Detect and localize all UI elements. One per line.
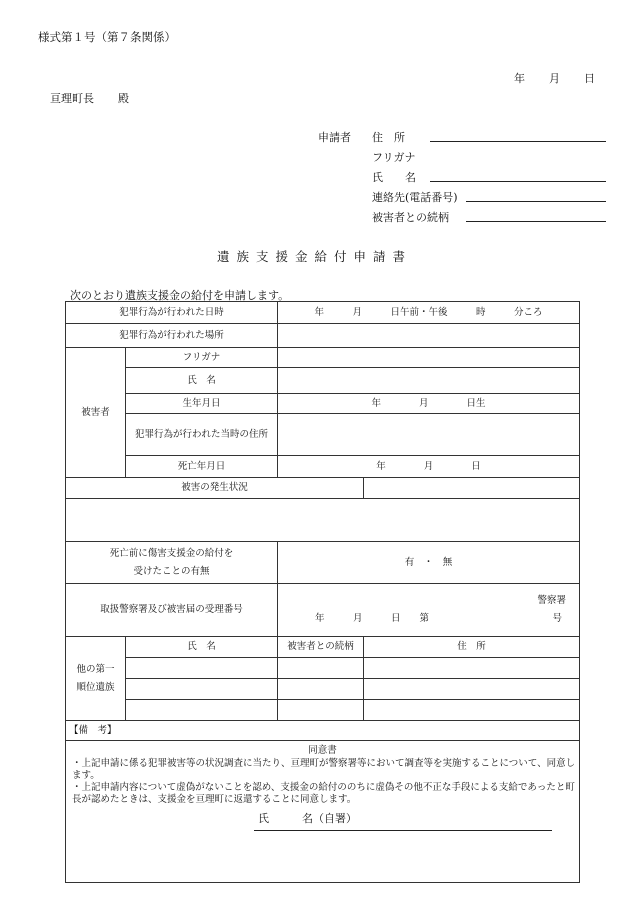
- applicant-address-label: 住 所: [372, 131, 405, 144]
- injury-support-value[interactable]: 有 ・ 無: [278, 542, 580, 584]
- intro-text: 次のとおり遺族支援金の給付を申請します。: [70, 289, 290, 302]
- addressee-honorific: 殿: [118, 92, 129, 105]
- family-label: [66, 637, 126, 721]
- date-year: 年: [514, 72, 525, 85]
- family-relation-header: 被害者との続柄: [278, 637, 364, 658]
- addressee-name: 亘理町長: [50, 92, 94, 105]
- family-row-1-address[interactable]: [364, 658, 580, 679]
- victim-furigana-label: フリガナ: [126, 348, 278, 368]
- police-value[interactable]: [278, 584, 580, 637]
- applicant-furigana-label: フリガナ: [372, 151, 416, 164]
- family-row-2-address[interactable]: [364, 679, 580, 700]
- applicant-relation-label: 被害者との続柄: [372, 211, 449, 224]
- family-address-header: 住 所: [364, 637, 580, 658]
- applicant-name-line[interactable]: [430, 181, 606, 182]
- crime-datetime-label: 犯罪行為が行われた日時: [66, 302, 278, 324]
- police-number: 号: [552, 613, 563, 624]
- applicant-contact-label: 連絡先(電話番号): [372, 191, 458, 204]
- victim-birth-label: 生年月日: [126, 394, 278, 414]
- applicant-contact-line[interactable]: [466, 201, 606, 202]
- injury-support-label-line1: 死亡前に傷害支援金の給付を: [109, 547, 234, 559]
- date-month: 月: [549, 72, 560, 85]
- victim-death-value[interactable]: 年 月 日: [278, 456, 580, 478]
- applicant-label: 申請者: [318, 131, 351, 144]
- damage-status-label: 被害の発生状況: [66, 478, 364, 499]
- crime-place-label: 犯罪行為が行われた場所: [66, 324, 278, 348]
- police-station: 警察署: [537, 595, 567, 607]
- family-row-3-relation[interactable]: [278, 700, 364, 721]
- family-row-2-name[interactable]: [126, 679, 278, 700]
- applicant-relation-line[interactable]: [466, 221, 606, 222]
- consent-item-1: ・上記申請に係る犯罪被害等の状況調査に当たり、亘理町が警察署等において調査等を実施することについて、同意します。: [72, 758, 576, 782]
- applicant-name-label: 氏 名: [372, 171, 416, 184]
- crime-place-value[interactable]: [278, 324, 580, 348]
- date-day: 日: [584, 72, 595, 85]
- family-label-line1: 他の第一: [76, 663, 115, 675]
- applicant-address-line[interactable]: [430, 141, 606, 142]
- consent-section: [66, 741, 580, 883]
- family-name-header: 氏 名: [126, 637, 278, 658]
- victim-name-label: 氏 名: [126, 368, 278, 394]
- family-label-line2: 順位遺族: [76, 681, 115, 693]
- victim-death-label: 死亡年月日: [126, 456, 278, 478]
- victim-birth-value[interactable]: 年 月 日生: [278, 394, 580, 414]
- consent-item-2: ・上記申請内容について虚偽がないことを認め、支援金の給付ののちに虚偽その他不正な手段による支給であったと町長が認めたときは、支援金を亘理町に返還することに同意します。: [72, 781, 575, 805]
- injury-support-label-line2: 受けたことの有無: [133, 565, 210, 577]
- police-label: 取扱警察署及び被害届の受理番号: [66, 584, 278, 637]
- police-date: 年 月 日 第: [315, 613, 430, 624]
- family-row-1-relation[interactable]: [278, 658, 364, 679]
- victim-address-label: 犯罪行為が行われた当時の住所: [126, 414, 278, 456]
- signature-label: 氏 名（自署）: [258, 811, 357, 825]
- crime-datetime-value[interactable]: 年 月 日午前・午後 時 分ころ: [278, 302, 580, 324]
- injury-support-label: [66, 542, 278, 584]
- victim-name-value[interactable]: [278, 368, 580, 394]
- family-row-1-name[interactable]: [126, 658, 278, 679]
- damage-status-blank: [364, 478, 580, 499]
- application-table: [65, 301, 580, 883]
- damage-status-value[interactable]: [66, 499, 580, 542]
- victim-label: 被害者: [66, 348, 126, 478]
- document-title: 遺族支援金給付申請書: [217, 249, 413, 264]
- family-row-3-name[interactable]: [126, 700, 278, 721]
- victim-address-value[interactable]: [278, 414, 580, 456]
- form-number: 様式第１号（第７条関係）: [38, 30, 176, 44]
- family-row-3-address[interactable]: [364, 700, 580, 721]
- signature-line[interactable]: [254, 830, 552, 831]
- remarks-label: 【備 考】: [66, 721, 580, 741]
- victim-furigana-value[interactable]: [278, 348, 580, 368]
- consent-title: 同意書: [308, 745, 337, 756]
- family-row-2-relation[interactable]: [278, 679, 364, 700]
